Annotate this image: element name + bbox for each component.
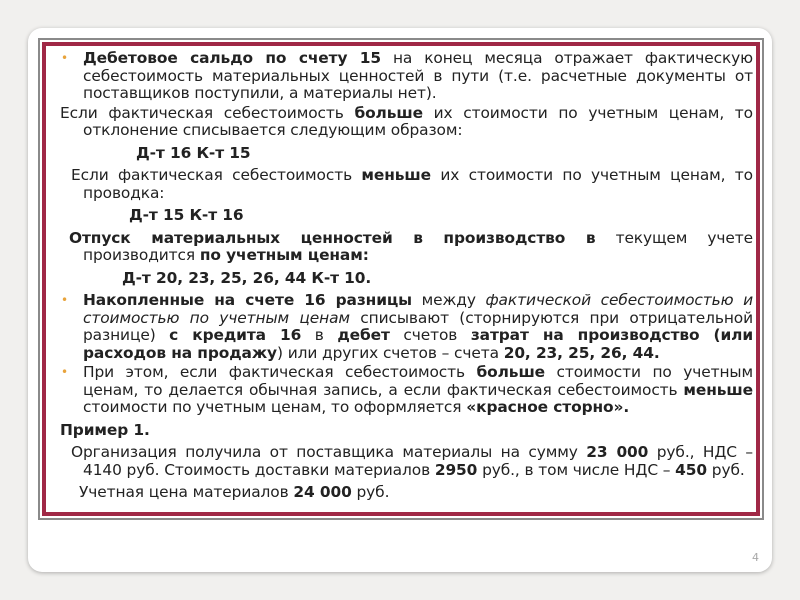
bold-text: с кредита 16 [169, 326, 302, 344]
text: Учетная цена материалов [79, 483, 294, 501]
paragraph-example-purchase [60, 444, 753, 479]
text: стоимости по учетным ценам, то делается обычная запись, а если фактическая себестоимость [83, 363, 753, 399]
bullet-paragraph-accumulated-differences [60, 292, 753, 362]
text: их стоимости по учетным ценам, то отклонение списывается следующим образом: [83, 103, 753, 139]
text: руб., в том числе НДС – [477, 460, 676, 479]
text: в [301, 326, 338, 344]
text: между [412, 291, 486, 309]
bullet-icon: • [61, 293, 68, 307]
text: их стоимости по учетным ценам, то проводка: [83, 166, 753, 202]
bold-text: больше [476, 363, 546, 381]
text: руб. [706, 460, 745, 479]
bold-text: по учетным ценам: [199, 246, 369, 264]
bold-text: меньше [361, 166, 431, 184]
accounting-entry-2: Д-т 15 К-т 16 [129, 206, 244, 224]
bold-text: 450 [675, 460, 707, 479]
text: руб. [351, 483, 390, 501]
text: При этом, если фактическая себестоимость [83, 363, 477, 381]
bold-text: меньше [683, 380, 753, 399]
bold-text: 24 000 [293, 483, 352, 501]
bold-text: «красное сторно». [466, 398, 630, 416]
paragraph-release-to-production [60, 230, 753, 265]
text: руб., НДС – 4140 руб. Стоимость доставки материалов [83, 443, 753, 479]
bullet-icon: • [61, 365, 68, 379]
bold-text: Отпуск материальных ценностей в производство в [69, 228, 596, 247]
bold-text: Дебетовое сальдо по счету 15 [83, 49, 382, 67]
bold-text: 20, 23, 25, 26, 44. [503, 343, 660, 362]
italic-text: фактической себестоимостью и стоимостью по учетным ценам [83, 291, 753, 327]
text: Если фактическая себестоимость [71, 166, 362, 184]
slide-content [60, 50, 753, 502]
text: списывают (сторнируются при отрицательной разнице) [83, 308, 754, 344]
bullet-paragraph-red-storno [60, 364, 753, 417]
paragraph-accounting-price [60, 484, 753, 502]
text: стоимости по учетным ценам, то оформляется [83, 398, 467, 416]
bold-text: больше [354, 103, 423, 122]
text: счетов [389, 326, 471, 344]
bold-text: Накопленные на счете 16 разницы [83, 291, 413, 309]
page-number: 4 [752, 551, 759, 564]
example-title: Пример 1. [60, 420, 150, 439]
text: на конец месяца отражает фактическую себестоимость материальных ценностей в пути (т.е. расчетные документы от поставщиков поступили, а материалы нет). [83, 49, 754, 102]
bullet-paragraph-debit-balance [60, 50, 753, 103]
bold-text: затрат на производство (или расходов на продажу [83, 326, 754, 362]
accounting-entry-1: Д-т 16 К-т 15 [136, 143, 251, 162]
bold-text: 2950 [434, 460, 478, 479]
paragraph-deviation-greater [60, 105, 753, 140]
paragraph-deviation-less [60, 167, 753, 202]
text: ) или других счетов – счета [277, 343, 504, 362]
bold-text: 23 000 [586, 443, 649, 461]
text: Организация получила от поставщика материалы на сумму [71, 443, 587, 461]
accounting-entry-3: Д-т 20, 23, 25, 26, 44 К-т 10. [122, 268, 372, 287]
text: Если фактическая себестоимость [60, 103, 355, 122]
bold-text: дебет [337, 326, 390, 344]
text: текущем учете производится [83, 228, 753, 264]
bullet-icon: • [61, 51, 68, 65]
